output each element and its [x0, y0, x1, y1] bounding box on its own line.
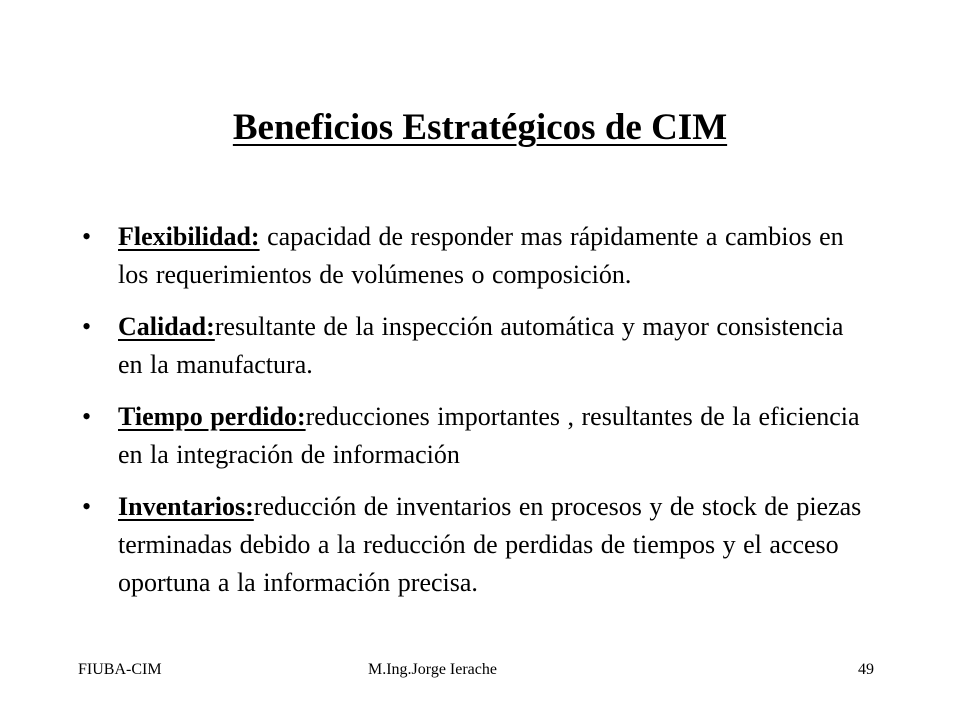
- footer-page-number: 49: [858, 661, 874, 678]
- bullet-text: reducciones importantes , resultantes de la eficiencia en la integración de información: [118, 402, 860, 469]
- bullet-term: Tiempo perdido:: [118, 402, 306, 431]
- bullet-item-flexibilidad: [78, 218, 868, 294]
- bullet-item-inventarios: [78, 488, 868, 602]
- bullet-term: Calidad:: [118, 312, 215, 341]
- bullet-item-tiempo-perdido: [78, 398, 868, 474]
- bullet-item-calidad: [78, 308, 868, 384]
- bullet-dot: •: [82, 402, 92, 431]
- bullet-dot: •: [82, 222, 92, 251]
- bullet-dot: •: [82, 492, 92, 521]
- bullet-term: Inventarios:: [118, 492, 254, 521]
- slide-title-text: Beneficios Estratégicos de CIM: [232, 107, 728, 148]
- footer-course: FIUBA-CIM: [78, 661, 162, 678]
- bullet-dot: •: [82, 312, 92, 341]
- bullet-term: Flexibilidad:: [118, 222, 260, 251]
- bullet-text: reducción de inventarios en procesos y de stock de piezas terminadas debido a la reducción de perdidas de tiempos y el acceso oportuna a la información precisa.: [118, 492, 862, 597]
- bullet-text: capacidad de responder mas rápidamente a cambios en los requerimientos de volúmenes o composición.: [118, 222, 844, 289]
- bullet-text: resultante de la inspección automática y mayor consistencia en la manufactura.: [118, 312, 844, 379]
- bullet-list: [78, 218, 868, 616]
- footer-author: M.Ing.Jorge Ierache: [368, 661, 497, 678]
- slide-title: [0, 101, 960, 155]
